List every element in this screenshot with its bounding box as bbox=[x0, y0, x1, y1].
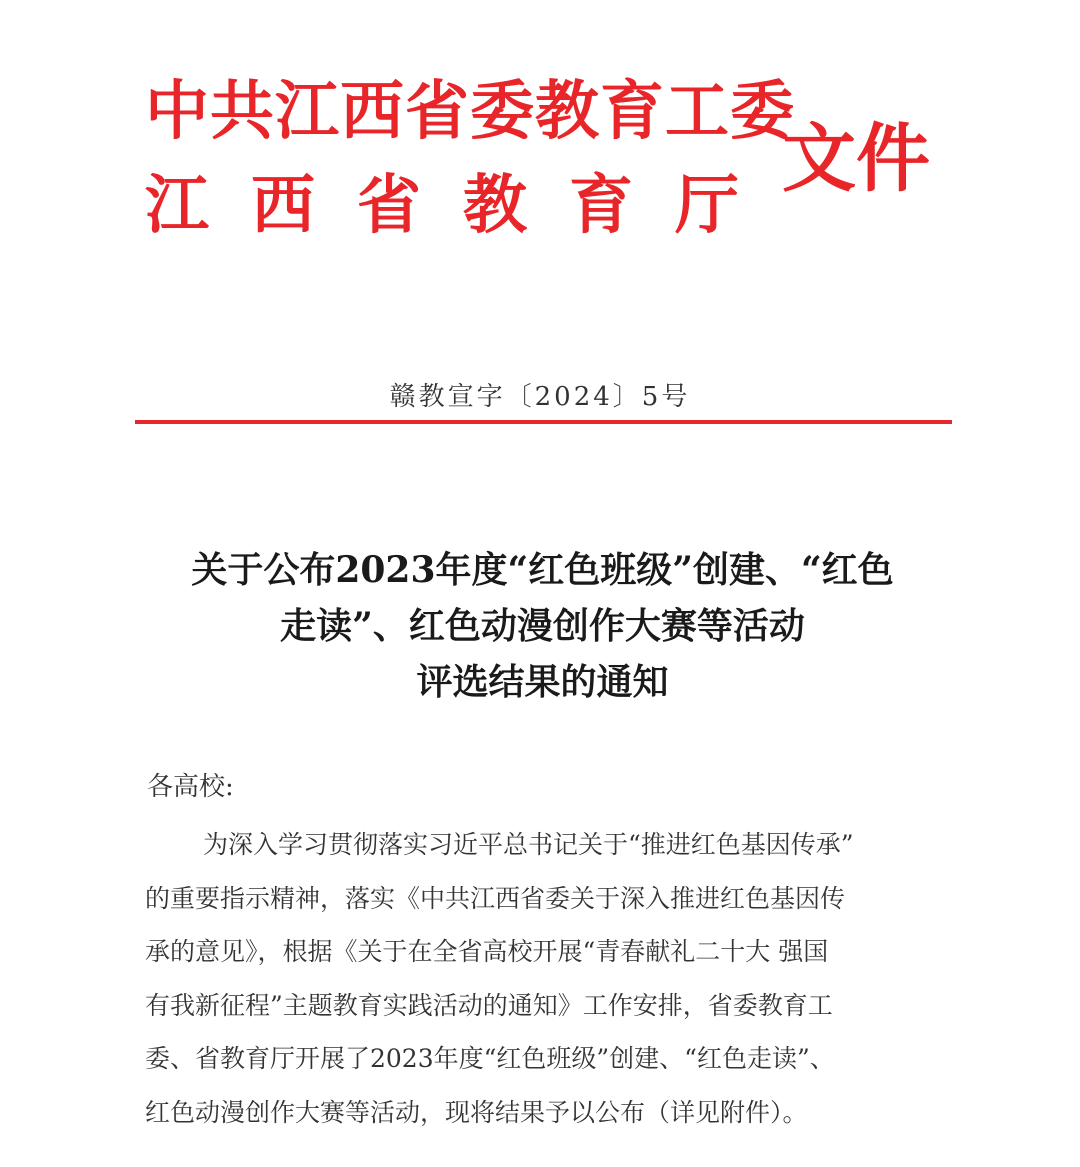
body-line-5: 委、省教育厅开展了2023年度“红色班级”创建、“红色走读”、 bbox=[145, 1044, 835, 1073]
body-line-4: 有我新征程”主题教育实践活动的通知》工作安排，省委教育工 bbox=[145, 990, 833, 1020]
body-line-6: 红色动漫创作大赛等活动，现将结果予以公布（详见附件）。 bbox=[145, 1097, 808, 1127]
issuer-line-2: 江西省教育厅 bbox=[145, 168, 781, 243]
body-paragraph bbox=[145, 818, 945, 1139]
body-line-1: 为深入学习贯彻落实习近平总书记关于“推进红色基因传承” bbox=[203, 830, 854, 859]
document-type-label: 文件 bbox=[782, 116, 930, 202]
document-number: 赣教宣字〔2024〕5号 bbox=[389, 382, 691, 412]
title-line-3: 评选结果的通知 bbox=[416, 661, 669, 703]
notice-title bbox=[145, 542, 940, 710]
title-line-2: 走读”、红色动漫创作大赛等活动 bbox=[280, 605, 805, 647]
issuer-line-1: 中共江西省委教育工委 bbox=[145, 74, 795, 149]
red-divider bbox=[135, 420, 952, 424]
salutation: 各高校: bbox=[147, 772, 234, 802]
body-line-2: 的重要指示精神，落实《中共江西省委关于深入推进红色基因传 bbox=[145, 883, 846, 913]
body-line-3: 承的意见》，根据《关于在全省高校开展“青春献礼二十大 强国 bbox=[145, 937, 829, 966]
title-line-1: 关于公布2023年度“红色班级”创建、“红色 bbox=[191, 549, 894, 591]
